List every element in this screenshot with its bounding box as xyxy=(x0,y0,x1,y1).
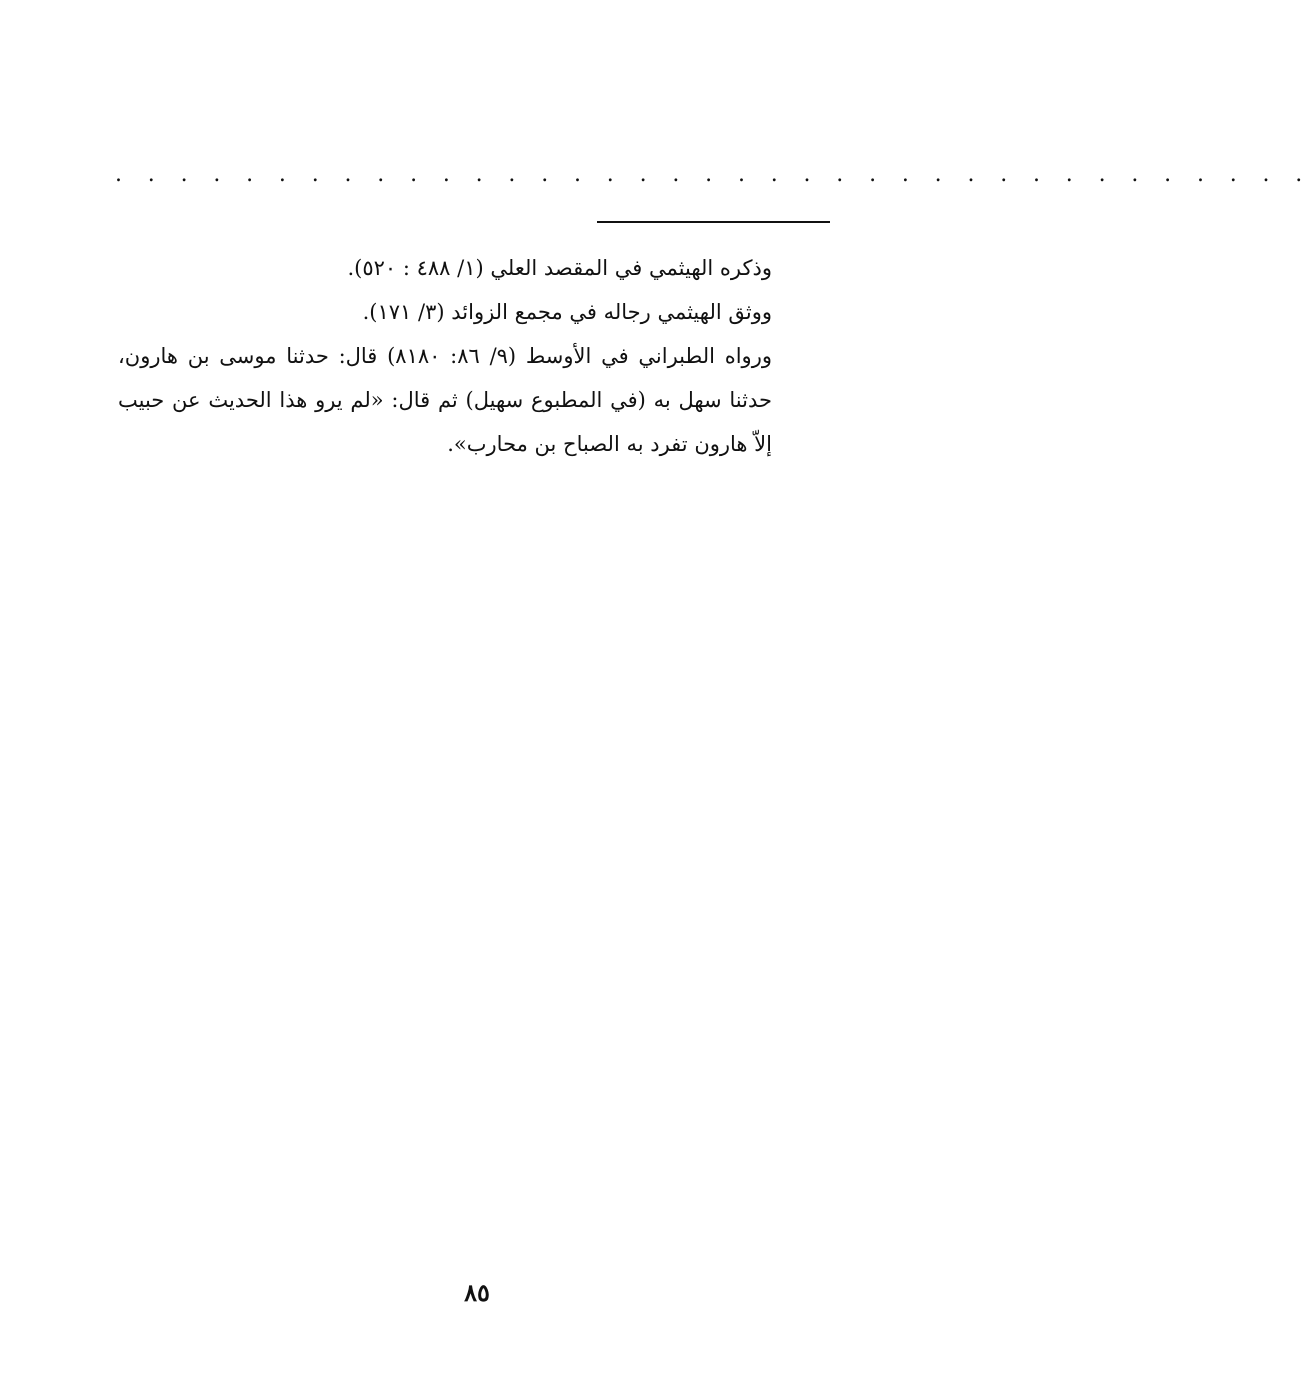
footnotes-block xyxy=(118,246,830,466)
footnote-line: ووثق الهيثمي رجاله في مجمع الزوائد (٣/ ١٧١). xyxy=(362,300,772,324)
footnote-line: وذكره الهيثمي في المقصد العلي (١/ ٤٨٨ : ٥٢٠). xyxy=(347,256,772,280)
page-number: ٨٥ xyxy=(464,1278,490,1307)
footnote-paragraph: ورواه الطبراني في الأوسط (٩/ ٨٦: ٨١٨٠) قال: حدثنا موسى بن هارون، حدثنا سهل به (في المطبوع سهيل) ثم قال: «لم يرو هذا الحديث عن حبيب إلاّ هارون تفرد به الصباح بن محارب». xyxy=(118,344,772,456)
footnote-rule xyxy=(597,221,830,223)
dotted-separator: . . . . . . . . . . . . . . . . . . . . . . . . . . . . . . . . . . . . . xyxy=(115,162,1312,187)
